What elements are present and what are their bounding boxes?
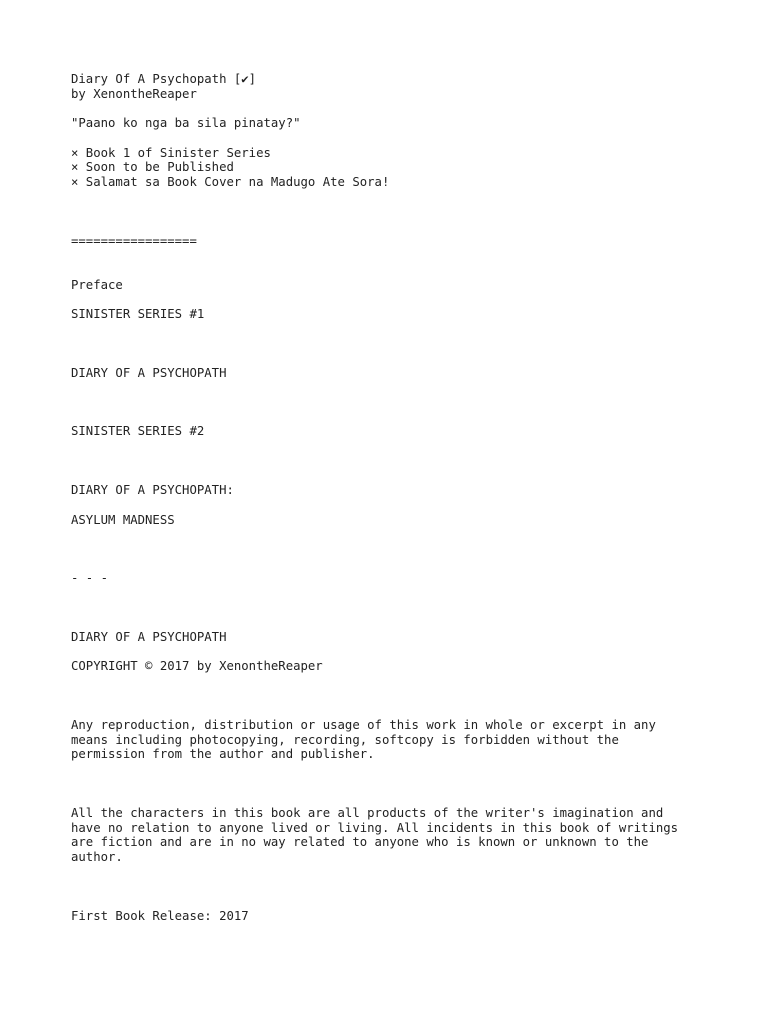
disclaimer-line: have no relation to anyone lived or living. All incidents in this book of writings xyxy=(71,820,679,835)
copyright-book-title: DIARY OF A PSYCHOPATH xyxy=(71,630,227,644)
note-item-3: × Salamat sa Book Cover na Madugo Ate Sora! xyxy=(71,175,390,189)
reproduction-line: means including photocopying, recording, softcopy is forbidden without the xyxy=(71,732,619,747)
note-item-2: × Soon to be Published xyxy=(71,160,234,174)
reproduction-paragraph xyxy=(71,718,711,762)
copyright-notice: COPYRIGHT © 2017 by XenontheReaper xyxy=(71,659,323,673)
series1-label: SINISTER SERIES #1 xyxy=(71,307,205,321)
story-title: Diary Of A Psychopath [✔] xyxy=(71,72,257,86)
preface-heading: Preface xyxy=(71,278,123,292)
separator: - - - xyxy=(71,571,109,585)
note-item-1: × Book 1 of Sinister Series xyxy=(71,146,271,160)
disclaimer-line: are fiction and are in no way related to anyone who is known or unknown to the xyxy=(71,835,649,850)
series2-label: SINISTER SERIES #2 xyxy=(71,424,205,438)
series2-subtitle: ASYLUM MADNESS xyxy=(71,513,175,527)
reproduction-line: Any reproduction, distribution or usage of this work in whole or excerpt in any xyxy=(71,718,656,732)
section-divider: ================= xyxy=(71,234,197,248)
disclaimer-paragraph xyxy=(71,806,711,865)
series1-title: DIARY OF A PSYCHOPATH xyxy=(71,366,227,380)
story-tagline: "Paano ko nga ba sila pinatay?" xyxy=(71,116,301,130)
story-author: by XenontheReaper xyxy=(71,87,197,101)
series2-title: DIARY OF A PSYCHOPATH: xyxy=(71,483,234,497)
disclaimer-line: All the characters in this book are all products of the writer's imagination and xyxy=(71,806,664,820)
release-date: First Book Release: 2017 xyxy=(71,909,249,923)
reproduction-line: permission from the author and publisher. xyxy=(71,747,375,762)
disclaimer-line: author. xyxy=(71,850,123,865)
